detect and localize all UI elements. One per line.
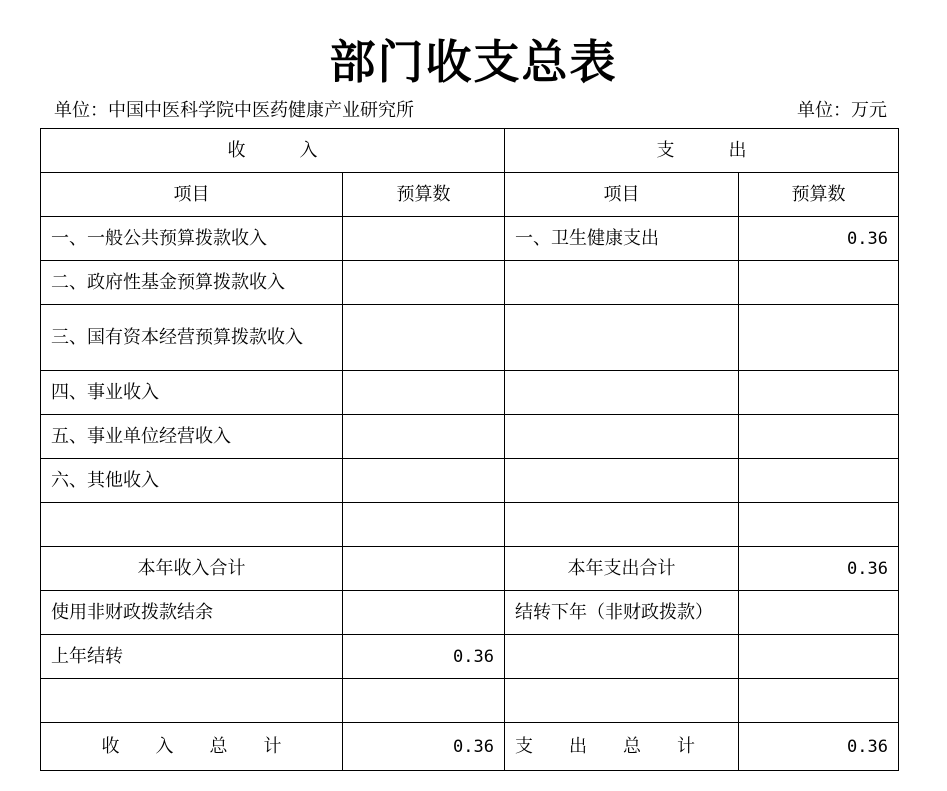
income-value-cell: [343, 503, 505, 547]
income-item-cell: 二、政府性基金预算拨款收入: [41, 261, 343, 305]
page-title: 部门收支总表: [329, 35, 618, 89]
income-item-cell: 六、其他收入: [41, 459, 343, 503]
expense-total-value: 0.36: [739, 723, 899, 771]
table-row: [41, 261, 899, 305]
expense-subtotal-value: 0.36: [739, 547, 899, 591]
expense-item-cell: 结转下年（非财政拨款）: [505, 591, 739, 635]
column-header-row: [41, 173, 899, 217]
income-value-cell: 0.36: [343, 635, 505, 679]
income-item-cell: 五、事业单位经营收入: [41, 415, 343, 459]
expense-value-cell: [739, 371, 899, 415]
expense-item-cell: [505, 679, 739, 723]
table-row: [41, 305, 899, 371]
income-item-cell: 四、事业收入: [41, 371, 343, 415]
income-value-cell: [343, 459, 505, 503]
table-row: [41, 459, 899, 503]
budget-table: [40, 128, 899, 771]
expense-item-cell: [505, 305, 739, 371]
expense-value-cell: [739, 679, 899, 723]
expense-value-cell: [739, 635, 899, 679]
expense-value-cell: [739, 591, 899, 635]
section-header-row: [41, 129, 899, 173]
income-subtotal-label: 本年收入合计: [41, 547, 343, 591]
expense-value-cell: [739, 305, 899, 371]
income-total-label: 收 入 总 计: [41, 723, 343, 771]
expense-value-cell: [739, 503, 899, 547]
income-section-header: 收 入: [41, 129, 505, 173]
income-value-cell: [343, 217, 505, 261]
expense-item-header: 项目: [505, 173, 739, 217]
income-item-cell: [41, 679, 343, 723]
unit-currency-label: 单位：万元: [797, 100, 887, 121]
income-value-cell: [343, 591, 505, 635]
income-item-cell: 上年结转: [41, 635, 343, 679]
table-row: [41, 547, 899, 591]
expense-section-header: 支 出: [505, 129, 899, 173]
income-value-cell: [343, 305, 505, 371]
table-row: [41, 591, 899, 635]
table-row: [41, 371, 899, 415]
income-item-cell: 使用非财政拨款结余: [41, 591, 343, 635]
income-subtotal-value: [343, 547, 505, 591]
grand-total-row: [41, 723, 899, 771]
income-item-cell: 一、一般公共预算拨款收入: [41, 217, 343, 261]
income-item-cell: [41, 503, 343, 547]
expense-item-cell: [505, 503, 739, 547]
table-row: [41, 503, 899, 547]
table-row: [41, 635, 899, 679]
income-value-cell: [343, 415, 505, 459]
expense-item-cell: [505, 635, 739, 679]
table-row: [41, 415, 899, 459]
expense-value-cell: 0.36: [739, 217, 899, 261]
expense-subtotal-label: 本年支出合计: [505, 547, 739, 591]
expense-item-cell: [505, 371, 739, 415]
expense-value-cell: [739, 261, 899, 305]
table-row: [41, 679, 899, 723]
expense-value-cell: [739, 415, 899, 459]
expense-budget-header: 预算数: [739, 173, 899, 217]
expense-item-cell: 一、卫生健康支出: [505, 217, 739, 261]
expense-total-label: 支 出 总 计: [505, 723, 739, 771]
income-value-cell: [343, 371, 505, 415]
income-value-cell: [343, 679, 505, 723]
expense-value-cell: [739, 459, 899, 503]
income-item-header: 项目: [41, 173, 343, 217]
income-total-value: 0.36: [343, 723, 505, 771]
income-budget-header: 预算数: [343, 173, 505, 217]
income-value-cell: [343, 261, 505, 305]
expense-item-cell: [505, 415, 739, 459]
expense-item-cell: [505, 459, 739, 503]
unit-org-label: 单位：中国中医科学院中医药健康产业研究所: [54, 100, 414, 121]
table-row: [41, 217, 899, 261]
income-item-cell: 三、国有资本经营预算拨款收入: [41, 305, 343, 371]
expense-item-cell: [505, 261, 739, 305]
